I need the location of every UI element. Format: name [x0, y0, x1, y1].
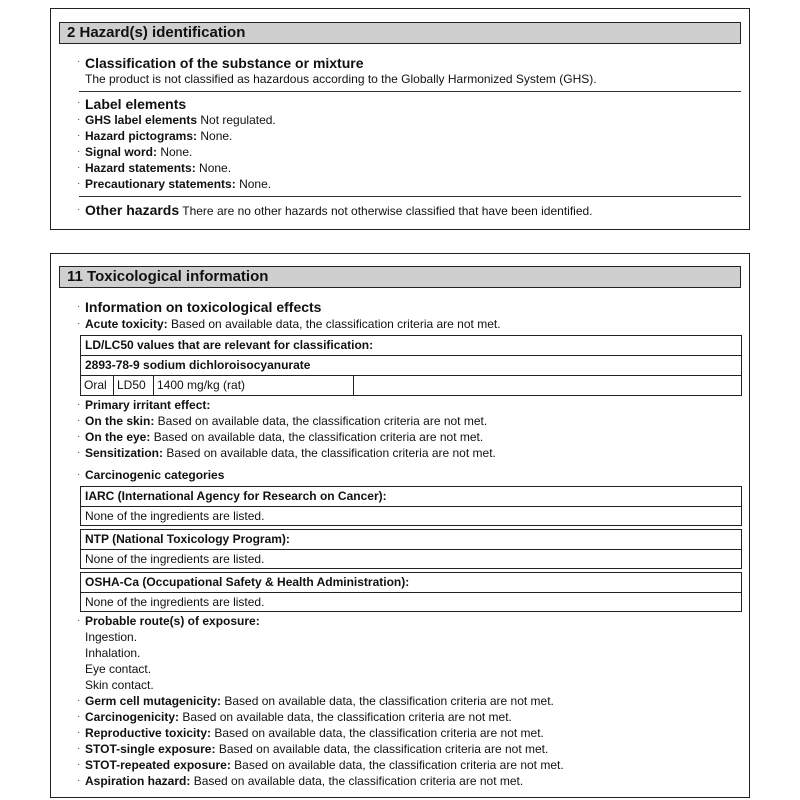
germ-cell-mutagenicity: Germ cell mutagenicity: Based on available data, the classification criteria are not met. [85, 694, 554, 708]
osha-ca-table [80, 572, 742, 612]
bullet-dot: · [77, 615, 81, 626]
bullet-dot: · [77, 204, 81, 215]
bullet-dot: · [77, 97, 81, 108]
carcinogenicity: Carcinogenicity: Based on available data, the classification criteria are not met. [85, 710, 512, 724]
ld-table-type: LD50 [114, 376, 154, 395]
route-inhalation: Inhalation. [85, 646, 141, 660]
stot-repeated-exposure: STOT-repeated exposure: Based on available data, the classification criteria are not met. [85, 758, 564, 772]
bullet-dot: · [77, 743, 81, 754]
ntp-value: None of the ingredients are listed. [85, 552, 265, 566]
bullet-dot: · [77, 318, 81, 329]
ghs-label-elements: GHS label elements Not regulated. [85, 113, 276, 127]
exposure-routes-title: Probable route(s) of exposure: [85, 614, 260, 628]
bullet-dot: · [77, 114, 81, 125]
precautionary-statements: Precautionary statements: None. [85, 177, 272, 191]
bullet-dot: · [77, 759, 81, 770]
section-2-header: 2 Hazard(s) identification [59, 22, 741, 44]
on-the-skin: On the skin: Based on available data, the classification criteria are not met. [85, 414, 488, 428]
toxicological-information-panel [50, 253, 750, 798]
ld-lc50-table [80, 335, 742, 396]
bullet-dot: · [77, 431, 81, 442]
bullet-dot: · [77, 146, 81, 157]
info-tox-effects-title: Information on toxicological effects [85, 299, 322, 315]
section-11-header: 11 Toxicological information [59, 266, 741, 288]
ld-table-header: LD/LC50 values that are relevant for classification: [81, 336, 741, 356]
signal-word: Signal word: None. [85, 145, 193, 159]
stot-single-exposure: STOT-single exposure: Based on available data, the classification criteria are not met. [85, 742, 549, 756]
carcinogenic-categories-title: Carcinogenic categories [85, 468, 225, 482]
bullet-dot: · [77, 301, 81, 312]
osha-ca-value: None of the ingredients are listed. [85, 595, 265, 609]
bullet-dot: · [77, 178, 81, 189]
reproductive-toxicity: Reproductive toxicity: Based on available data, the classification criteria are not met. [85, 726, 544, 740]
bullet-dot: · [77, 415, 81, 426]
osha-ca-header: OSHA-Ca (Occupational Safety & Health Administration): [81, 573, 741, 593]
iarc-value: None of the ingredients are listed. [85, 509, 265, 523]
ld-table-value: 1400 mg/kg (rat) [154, 376, 354, 395]
sensitization: Sensitization: Based on available data, the classification criteria are not met. [85, 446, 496, 460]
iarc-header: IARC (International Agency for Research on Cancer): [81, 487, 741, 507]
route-eye-contact: Eye contact. [85, 662, 152, 676]
bullet-dot: · [77, 399, 81, 410]
bullet-dot: · [77, 130, 81, 141]
ntp-header: NTP (National Toxicology Program): [81, 530, 741, 550]
divider [79, 196, 741, 197]
classification-text: The product is not classified as hazardous according to the Globally Harmonized System (GHS). [85, 72, 597, 86]
bullet-dot: · [77, 711, 81, 722]
bullet-dot: · [77, 162, 81, 173]
ntp-table [80, 529, 742, 569]
bullet-dot: · [77, 695, 81, 706]
bullet-dot: · [77, 727, 81, 738]
divider [79, 91, 741, 92]
label-elements-title: Label elements [85, 96, 187, 112]
primary-irritant-title: Primary irritant effect: [85, 398, 211, 412]
ld-table-substance: 2893-78-9 sodium dichloroisocyanurate [81, 356, 741, 376]
ld-table-route: Oral [81, 376, 114, 395]
classification-title: Classification of the substance or mixture [85, 55, 364, 71]
on-the-eye: On the eye: Based on available data, the classification criteria are not met. [85, 430, 484, 444]
bullet-dot: · [77, 56, 81, 67]
hazard-statements: Hazard statements: None. [85, 161, 232, 175]
iarc-table [80, 486, 742, 526]
aspiration-hazard: Aspiration hazard: Based on available data, the classification criteria are not met. [85, 774, 524, 788]
route-skin-contact: Skin contact. [85, 678, 154, 692]
acute-toxicity: Acute toxicity: Based on available data, the classification criteria are not met. [85, 317, 501, 331]
hazard-pictograms: Hazard pictograms: None. [85, 129, 233, 143]
hazard-identification-panel [50, 8, 750, 230]
bullet-dot: · [77, 447, 81, 458]
route-ingestion: Ingestion. [85, 630, 138, 644]
other-hazards: Other hazards There are no other hazards not otherwise classified that have been identified. [85, 202, 593, 218]
bullet-dot: · [77, 775, 81, 786]
bullet-dot: · [77, 469, 81, 480]
